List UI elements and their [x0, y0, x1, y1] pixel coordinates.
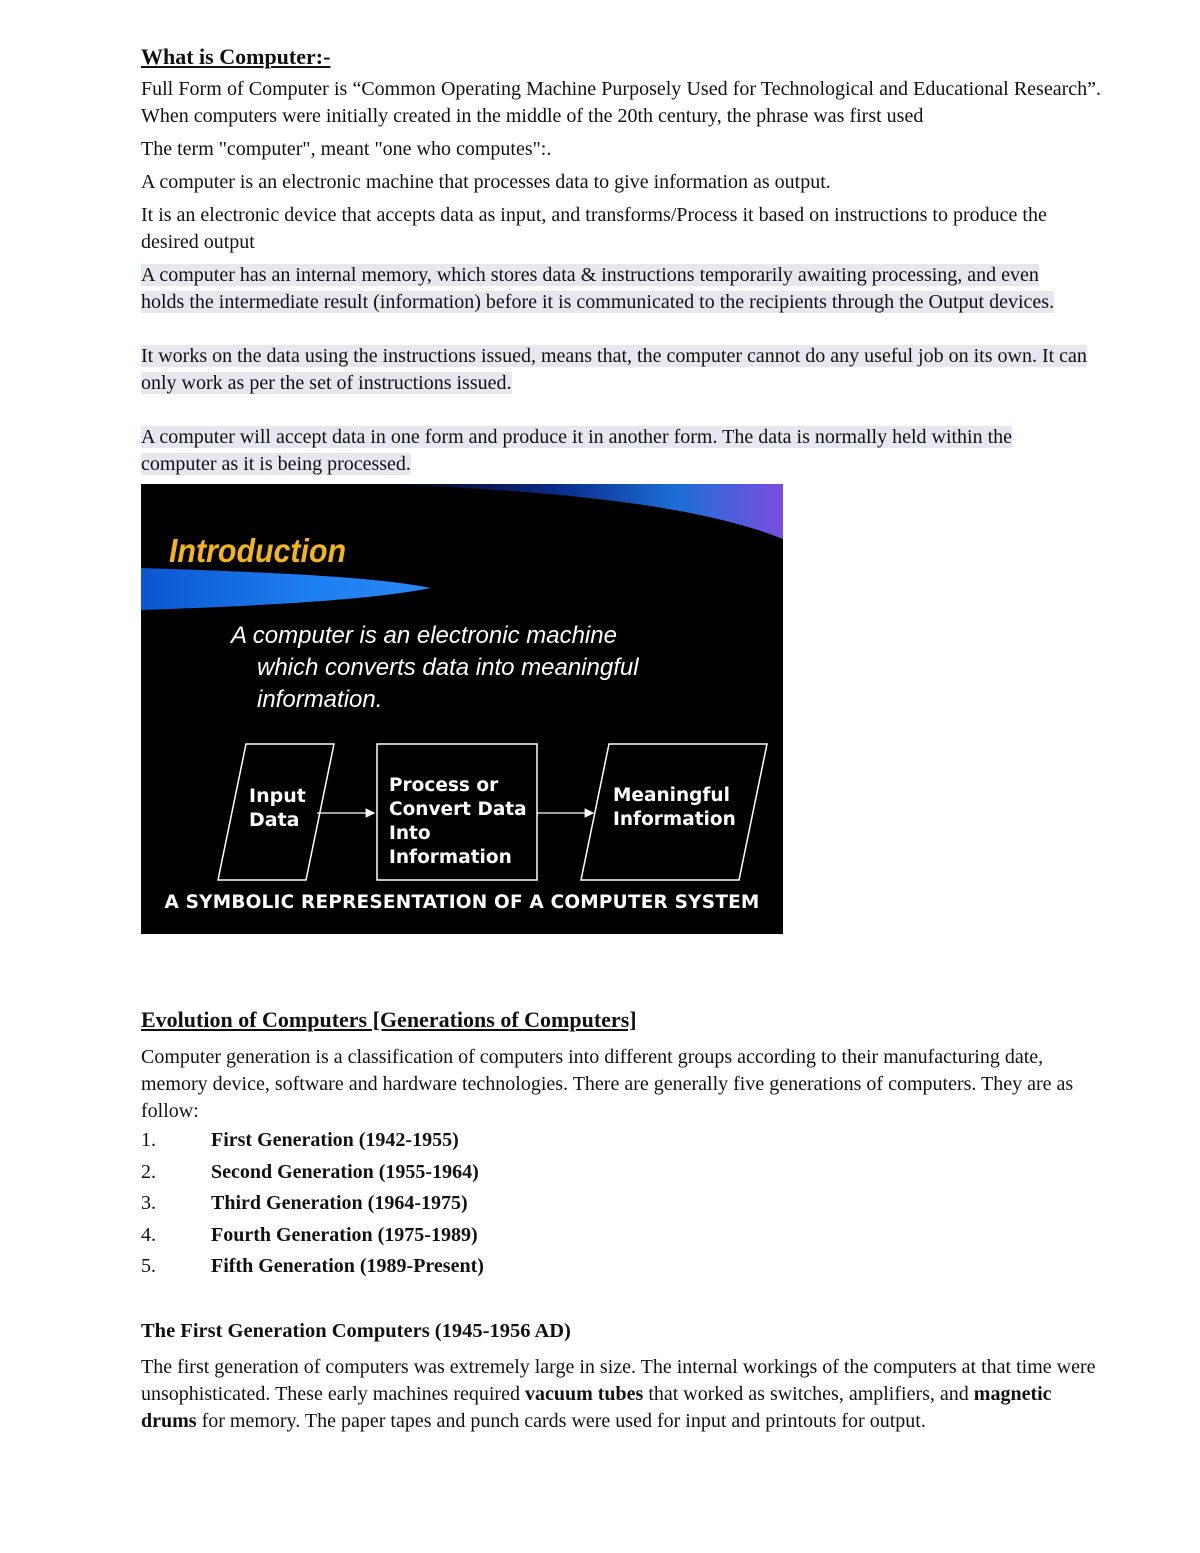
process-label-line-4: Information [389, 847, 512, 868]
full-form-paragraph: Full Form of Computer is “Common Operating Machine Purposely Used for Technological and Educational Research”. When computers were initially created in the middle of the 20th century, the phrase was first used [141, 78, 1101, 127]
document-page [141, 42, 1101, 1435]
memory-paragraph-text: A computer has an internal memory, which stores data & instructions temporarily awaiting processing, and even holds the intermediate result (information) before it is communicated to the recipients through the Output devices. [141, 264, 1055, 313]
process-label-line-3: Into [389, 823, 431, 844]
instructions-paragraph [141, 343, 1101, 397]
list-item [141, 1159, 1101, 1186]
output-label-line-1: Meaningful [613, 785, 730, 806]
output-label [613, 784, 736, 832]
slide-description [231, 620, 751, 716]
para-text-1: The first generation of computers was extremely large in size. The internal workings of the computers at that time were unsophisticated. These early machines required [141, 1356, 1096, 1405]
introduction-slide-image [141, 484, 783, 934]
list-item-label: First Generation (1942-1955) [211, 1129, 459, 1151]
first-generation-paragraph [141, 1354, 1101, 1435]
section-heading-first-generation: The First Generation Computers (1945-1956 AD) [141, 1320, 571, 1342]
input-label-line-1: Input [249, 785, 306, 807]
list-item [141, 1190, 1101, 1217]
definition-paragraph: A computer is an electronic machine that processes data to give information as output. [141, 171, 831, 193]
para-bold-magnetic-drums: magnetic drums [141, 1383, 1052, 1432]
term-paragraph: The term "computer", meant "one who computes":. [141, 138, 552, 160]
list-item-number: 5. [141, 1255, 156, 1277]
section-heading-evolution: Evolution of Computers [Generations of Computers] [141, 1007, 637, 1032]
form-paragraph-text: A computer will accept data in one form and produce it in another form. The data is normally held within the computer as it is being processed. [141, 426, 1013, 475]
list-item [141, 1253, 1101, 1280]
memory-paragraph [141, 262, 1101, 316]
list-item-number: 3. [141, 1192, 156, 1214]
title-swoosh-decoration [141, 568, 431, 610]
list-item-label: Second Generation (1955-1964) [211, 1160, 479, 1183]
slide-description-line-2: which converts data into meaningful [257, 654, 639, 681]
list-item-number: 4. [141, 1223, 156, 1246]
generation-intro-paragraph: Computer generation is a classification of computers into different groups according to their manufacturing date, memory device, software and hardware technologies. There are generally five generations of computers. They are as follow: [141, 1046, 1074, 1122]
instructions-paragraph-text: It works on the data using the instructions issued, means that, the computer cannot do any useful job on its own. It can only work as per the set of instructions issued. [141, 345, 1087, 394]
top-arc-decoration [371, 484, 783, 539]
input-data-label [249, 784, 306, 832]
generations-list [141, 1127, 1101, 1280]
list-item [141, 1127, 1101, 1154]
list-item [141, 1222, 1101, 1249]
process-label-line-2: Convert Data [389, 799, 527, 820]
form-paragraph [141, 424, 1101, 478]
para-text-2: that worked as switches, amplifiers, and [643, 1383, 974, 1405]
slide-caption: A SYMBOLIC REPRESENTATION OF A COMPUTER SYSTEM [164, 892, 760, 913]
process-label-line-1: Process or [389, 775, 499, 796]
slide-description-line-1: A computer is an electronic machine [231, 622, 617, 649]
list-item-label: Fourth Generation (1975-1989) [211, 1223, 478, 1246]
list-item-number: 1. [141, 1129, 156, 1151]
process-label [389, 774, 527, 870]
list-item-label: Third Generation (1964-1975) [211, 1192, 468, 1214]
para-bold-vacuum-tubes: vacuum tubes [524, 1383, 644, 1405]
output-label-line-2: Information [613, 809, 736, 830]
input-label-line-2: Data [249, 809, 300, 831]
slide-title: Introduction [169, 532, 347, 569]
section-heading-what-is-computer: What is Computer:- [141, 44, 331, 69]
device-paragraph: It is an electronic device that accepts data as input, and transforms/Process it based on instructions to produce the desired output [141, 204, 1047, 253]
para-text-3: for memory. The paper tapes and punch cards were used for input and printouts for output. [196, 1410, 926, 1432]
list-item-label: Fifth Generation (1989-Present) [211, 1255, 484, 1277]
list-item-number: 2. [141, 1160, 156, 1183]
slide-description-line-3: information. [257, 686, 383, 713]
